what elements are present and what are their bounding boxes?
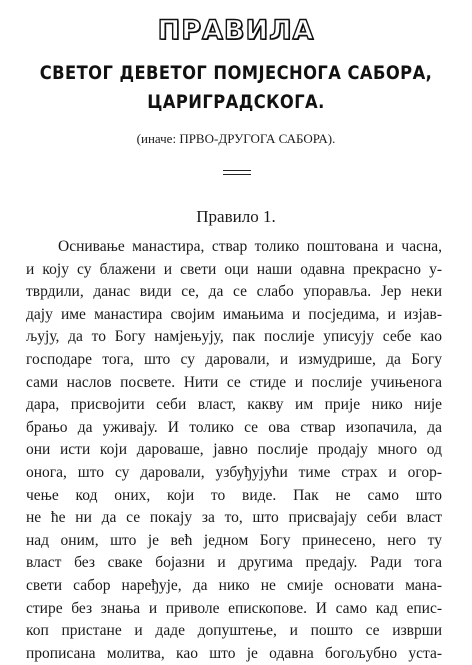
body-line: свети сабор наређује, да нико не смије основати мана-	[26, 576, 442, 594]
body-line: господаре тога, што су даровали, и измудрише, да Богу	[26, 350, 442, 368]
body-line: не ће ни да се покају за то, што присвајају себи власт	[26, 509, 442, 527]
body-line: сами наслов посвете. Нити се стиде и послије учињенога	[26, 373, 442, 391]
body-line: брањо да уживају. И толико се ова ствар изопачила, да	[26, 418, 442, 436]
document-subtitle-line-2: ЦАРИГРАДСКОГА.	[147, 91, 325, 113]
section-divider	[223, 170, 251, 175]
body-line: и коју су блажени и свети оци наши одавна прекрасно у-	[26, 260, 442, 278]
body-line: коп пристане и даде допуштење, и пошто се изврши	[26, 622, 442, 640]
body-line: Оснивање манастира, ствар толико поштована и часна,	[58, 238, 442, 255]
body-line: власт без сваке бојазни и другима предају. Ради тога	[26, 554, 442, 572]
rule-body	[26, 236, 442, 665]
body-line: тврдили, данас види се, да се слабо упорављa. Јер неки	[26, 283, 442, 301]
body-line: онога, што су даровали, узбуђујући тиме страх и огор-	[26, 463, 442, 481]
subtitle-note: (иначе: ПРВО-ДРУГОГА САБОРА).	[136, 131, 336, 146]
body-line: дају име манастира својим имањима и посједима, и изјав-	[26, 305, 442, 323]
body-line: љују, да то Богу намјењују, пак послије уписују себе као	[26, 328, 442, 346]
body-line: прописана молитва, као што је одавна богољубно уста-	[26, 644, 442, 662]
body-line: они исти који дароваше, јавно послије продају много од	[26, 441, 442, 459]
document-title: ПРАВИЛА	[157, 15, 315, 46]
body-line: чење код оних, који то виде. Пак не само што	[26, 486, 442, 504]
body-line: стире без знања и приволе епископове. И само кад епис-	[26, 599, 442, 617]
body-line: над оним, што је већ једном Богу принесено, него ту	[26, 531, 442, 549]
rule-heading: Правило 1.	[196, 207, 276, 226]
body-line: дара, присвојити себи власт, какву им прије нико није	[26, 396, 442, 414]
document-subtitle-line-1: СВЕТОГ ДЕВЕТОГ ПОМЈЕСНОГА САБОРА,	[39, 62, 433, 84]
